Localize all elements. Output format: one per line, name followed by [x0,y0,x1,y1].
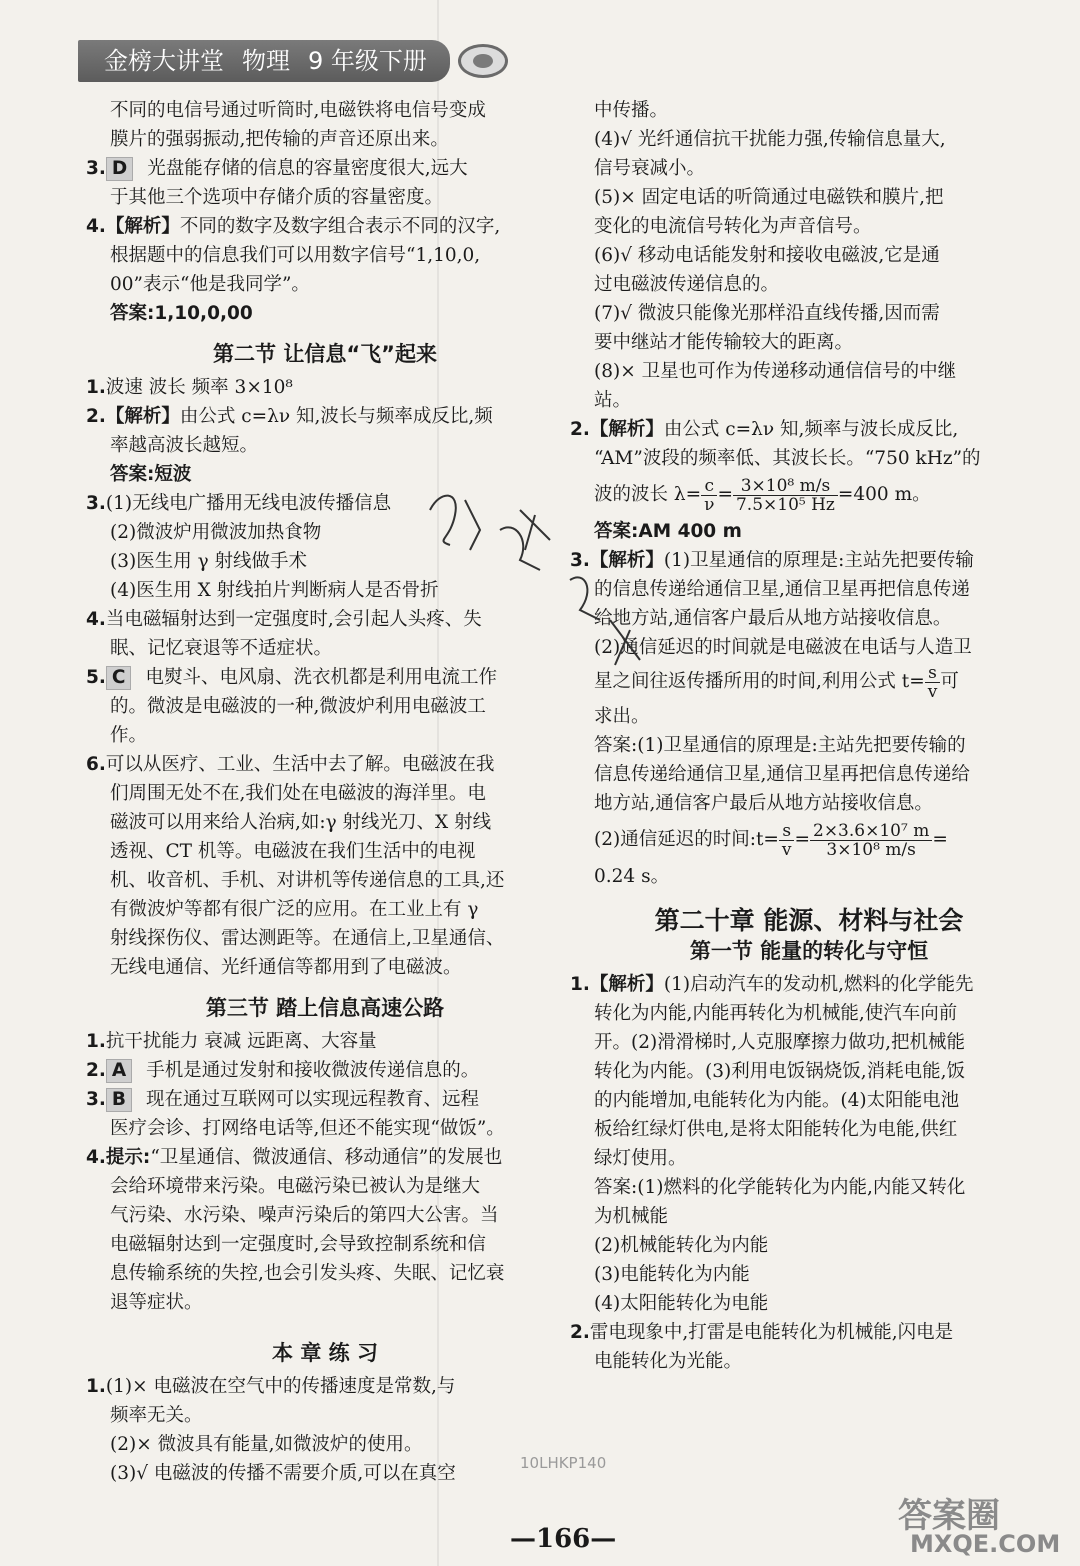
text-line: 医疗会诊、打网络电话等,但还不能实现“做饭”。 [110,1118,505,1139]
text-line: 频率无关。 [110,1405,203,1426]
text-line: 00”表示“他是我同学”。 [110,274,310,295]
eye-logo-icon [458,44,508,78]
print-code: 10LHKP140 [520,1454,607,1472]
text-line: 板给红绿灯供电,是将太阳能转化为电能,供红 [594,1119,958,1140]
book-header [78,40,450,82]
answer-box: A [106,1059,132,1083]
exercise-1: 1.(1)× 电磁波在空气中的传播速度是常数,与 [86,1376,456,1397]
text-line: 为机械能 [594,1206,669,1227]
text-line: 会给环境带来污染。电磁污染已被认为是继大 [110,1176,481,1197]
text-line: (2)× 微波具有能量,如微波炉的使用。 [110,1434,423,1455]
text-line: 求出。 [594,706,650,727]
answer-box: C [106,666,132,690]
question-1: 1.【解析】(1)启动汽车的发动机,燃料的化学能先 [570,974,974,995]
text-line: (3)√ 电磁波的传播不需要介质,可以在真空 [110,1463,456,1484]
text-line: (2)通信延迟的时间就是电磁波在电话与人造卫 [594,637,972,658]
text-line: (7)√ 微波只能像光那样沿直线传播,因而需 [594,303,940,324]
text-line: 眠、记忆衰退等不适症状。 [110,638,333,659]
text-line: 膜片的强弱振动,把传输的声音还原出来。 [110,129,449,150]
text-line: (2)机械能转化为内能 [594,1235,769,1256]
left-column [86,96,564,1488]
fraction: $\frac{s}{v}$ [779,822,795,859]
text-line: 电能转化为光能。 [594,1351,743,1372]
answer-line: 答案:(1)卫星通信的原理是:主站先把要传输的 [594,735,966,756]
question-3: 3.【解析】(1)卫星通信的原理是:主站先把要传输 [570,550,974,571]
question-2: 2.【解析】由公式 c=λν 知,波长与频率成反比,频 [86,406,493,427]
book-brand: 金榜大讲堂 [104,47,224,75]
question-4: 4.当电磁辐射达到一定强度时,会引起人头疼、失 [86,609,482,630]
watermark-logo: 答案圈 [898,1496,1000,1536]
text-line: 机、收音机、手机、对讲机等传递信息的工具,还 [110,870,505,891]
text-line: 站。 [594,390,632,411]
text-line: 地方站,通信客户最后从地方站接收信息。 [594,793,933,814]
answer-line: 答案:AM 400 m [594,521,742,542]
answer-line: 答案:(1)燃料的化学能转化为内能,内能又转化 [594,1177,966,1198]
text-line: 的信息传递给通信卫星,通信卫星再把信息传递 [594,579,970,600]
text-line: 绿灯使用。 [594,1148,687,1169]
text-line: 无线电通信、光纤通信等都用到了电磁波。 [110,957,462,978]
question-2: 2. A 手机是通过发射和接收微波传递信息的。 [86,1060,480,1081]
text-line: 息传输系统的失控,也会引发头疼、失眠、记忆衰 [110,1263,505,1284]
text-line: (6)√ 移动电话能发射和接收电磁波,它是通 [594,245,940,266]
text-line: (5)× 固定电话的听筒通过电磁铁和膜片,把 [594,187,944,208]
answer-box: D [106,157,133,181]
text-line: 的。微波是电磁波的一种,微波炉利用电磁波工 [110,696,486,717]
text-line: (2)微波炉用微波加热食物 [110,522,322,543]
text-line: 作。 [110,725,148,746]
question-1: 1.抗干扰能力 衰减 远距离、大容量 [86,1031,377,1052]
text-line: 中传播。 [594,100,669,121]
text-line: 0.24 s。 [594,866,670,887]
text-line: (3)电能转化为内能 [594,1264,750,1285]
text-line: 给地方站,通信客户最后从地方站接收信息。 [594,608,952,629]
book-subject: 物理 [242,47,290,75]
question-3: 3. B 现在通过互联网可以实现远程教育、远程 [86,1089,480,1110]
question-4: 4.【解析】不同的数字及数字组合表示不同的汉字, [86,216,501,237]
section-title: 第二节 让信息“飞”起来 [213,342,437,366]
fraction: $\frac{s}{v}$ [925,664,941,701]
question-2: 2.【解析】由公式 c=λν 知,频率与波长成反比, [570,419,959,440]
question-2: 2.雷电现象中,打雷是电能转化为机械能,闪电是 [570,1322,954,1343]
text-line: (4)√ 光纤通信抗干扰能力强,传输信息量大, [594,129,946,150]
watermark-url: MXQE.COM [910,1530,1061,1558]
text-line: 磁波可以用来给人治病,如:γ 射线光刀、X 射线 [110,812,492,833]
right-column [570,96,1048,1376]
fraction: $\frac{c}{\nu}$ [701,477,717,514]
text-line: 信号衰减小。 [594,158,706,179]
answer-line: 答案:短波 [110,464,192,485]
text-line: 根据题中的信息我们可以用数字信号“1,10,0, [110,245,481,266]
text-line: 的内能增加,电能转化为内能。(4)太阳能电池 [594,1090,960,1111]
text-line: (3)医生用 γ 射线做手术 [110,551,308,572]
fraction: $\frac{\text{3×10⁸ m/s}}{\text{7.5×10⁵ Hz}}$ [733,477,838,514]
section-title: 第一节 能量的转化与守恒 [689,939,929,963]
text-line: 退等症状。 [110,1292,203,1313]
text-line: 于其他三个选项中存储介质的容量密度。 [110,187,444,208]
question-3: 3. D 光盘能存储的信息的容量密度很大,远大 [86,158,468,179]
question-1: 1.波速 波长 频率 3×10⁸ [86,377,293,398]
text-line: (4)太阳能转化为电能 [594,1293,769,1314]
text-line: 气污染、水污染、噪声污染后的第四大公害。当 [110,1205,499,1226]
text-line: 们周围无处不在,我们处在电磁波的海洋里。电 [110,783,486,804]
fraction: $\frac{\text{2×3.6×10⁷ m}}{\text{3×10⁸ m/s}}$ [810,822,932,859]
question-4: 4.提示:“卫星通信、微波通信、移动通信”的发展也 [86,1147,503,1168]
text-line: 电磁辐射达到一定强度时,会导致控制系统和信 [110,1234,486,1255]
text-line: 转化为内能。(3)利用电饭锅烧饭,消耗电能,饭 [594,1061,965,1082]
section-title: 本 章 练 习 [272,1341,378,1365]
section-title: 第三节 踏上信息高速公路 [205,996,445,1020]
formula-line: 星之间往返传播所用的时间,利用公式 t= $\frac{s}{v}$ 可 [594,662,959,702]
text-line: 开。(2)滑滑梯时,人克服摩擦力做功,把机械能 [594,1032,965,1053]
book-grade: 9 年级下册 [308,47,427,75]
text-line: 不同的电信号通过听筒时,电磁铁将电信号变成 [110,100,486,121]
text-line: (4)医生用 X 射线拍片判断病人是否骨折 [110,580,439,601]
text-line: 信息传递给通信卫星,通信卫星再把信息传递给 [594,764,970,785]
formula-line: 波的波长 λ= $\frac{c}{\nu}$ = $\frac{\text{3×10⁸ m/s}}{\text{7.5×10⁵ Hz}}$ =400 m。 [594,475,931,515]
chapter-title: 第二十章 能源、材料与社会 [654,906,964,935]
text-line: 有微波炉等都有很广泛的应用。在工业上有 γ [110,899,479,920]
answer-line: 答案:1,10,0,00 [110,303,253,324]
text-line: (8)× 卫星也可作为传递移动通信信号的中继 [594,361,957,382]
page-number: —166— [510,1524,617,1554]
question-6: 6.可以从医疗、工业、生活中去了解。电磁波在我 [86,754,495,775]
text-line: 要中继站才能传输较大的距离。 [594,332,854,353]
formula-line: (2)通信延迟的时间:t= $\frac{s}{v}$ = $\frac{\text{2×3.6×10⁷ m}}{\text{3×10⁸ m/s}}$ = [594,820,948,860]
answer-box: B [106,1088,132,1112]
text-line: “AM”波段的频率低、其波长长。“750 kHz”的 [594,448,981,469]
text-line: 转化为内能,内能再转化为机械能,使汽车向前 [594,1003,958,1024]
text-line: 透视、CT 机等。电磁波在我们生活中的电视 [110,841,476,862]
text-line: 射线探伤仪、雷达测距等。在通信上,卫星通信、 [110,928,505,949]
text-line: 过电磁波传递信息的。 [594,274,780,295]
question-3: 3.(1)无线电广播用无线电波传播信息 [86,493,392,514]
text-line: 率越高波长越短。 [110,435,259,456]
question-5: 5. C 电熨斗、电风扇、洗衣机都是利用电流工作 [86,667,497,688]
text-line: 变化的电流信号转化为声音信号。 [594,216,872,237]
